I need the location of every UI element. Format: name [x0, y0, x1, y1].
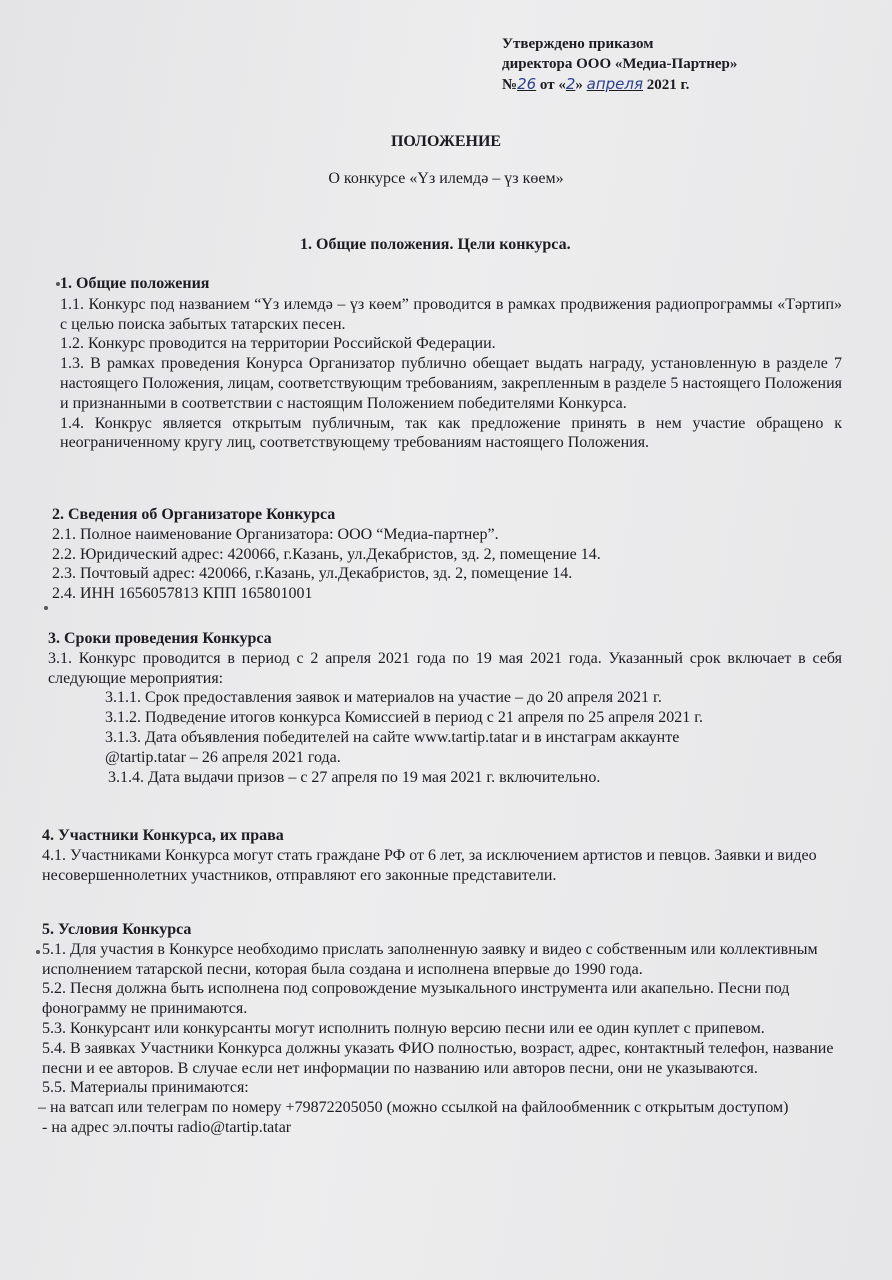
document-title: ПОЛОЖЕНИЕ	[390, 133, 502, 150]
section-2	[52, 505, 842, 604]
clause-5-2: 5.2. Песня должна быть исполнена под сопровождение музыкального инструмента или акапельно. Песни под фонограмму не принимаются.	[42, 980, 790, 1018]
clause-5-3: 5.3. Конкурсант или конкурсанты могут исполнить полную версию песни или ее один куплет с припевом.	[42, 1019, 765, 1037]
approval-block	[502, 34, 882, 95]
clause-2-2: 2.2. Юридический адрес: 420066, г.Казань, ул.Декабристов, зд. 2, помещение 14.	[52, 545, 601, 563]
clause-3-1-2: 3.1.2. Подведение итогов конкурса Комиссией в период с 21 апреля по 25 апреля 2021 г.	[105, 709, 703, 727]
approval-line-1: Утверждено приказом	[502, 36, 654, 52]
section-3	[48, 629, 842, 787]
section-4	[42, 826, 852, 885]
clause-2-1: 2.1. Полное наименование Организатора: ООО “Медиа-партнер”.	[52, 525, 499, 543]
date-close-quote: »	[575, 77, 583, 93]
clause-3-1-4: 3.1.4. Дата выдачи призов – с 27 апреля по 19 мая 2021 г. включительно.	[108, 768, 601, 786]
order-number-handwritten: 26	[517, 75, 537, 93]
clause-1-4: 1.4. Конкрус является открытым публичным, так как предложение принять в нем участие обращено к неограниченному кругу лиц, соответствующему требованиям настоящего Положения.	[60, 414, 842, 452]
scan-dot	[44, 606, 48, 610]
clause-3-1-3-cont: @tartip.tatar – 26 апреля 2021 года.	[105, 748, 341, 766]
clause-4-1: 4.1. Участниками Конкурса могут стать граждане РФ от 6 лет, за исключением артистов и певцов. Заявки и видео несовершеннолетних участников, отправляют его законные представители.	[42, 846, 817, 884]
month-handwritten: апреля	[586, 75, 644, 93]
clause-5-1: 5.1. Для участия в Конкурсе необходимо прислать заполненную заявку и видео с собственным или коллективным исполнением татарской песни, которая была создана и исполнена впервые до 1990 года.	[42, 940, 818, 978]
scan-dot	[36, 950, 40, 954]
date-from-label: от «	[539, 77, 566, 93]
approval-line-3	[502, 74, 882, 95]
clause-2-4: 2.4. ИНН 1656057813 КПП 165801001	[52, 585, 313, 603]
main-section-heading: 1. Общие положения. Цели конкурса.	[300, 236, 571, 253]
clause-3-1-3: 3.1.3. Дата объявления победителей на сайте www.tartip.tatar и в инстаграм аккаунте	[105, 728, 680, 746]
clause-3-1-sublist	[48, 688, 842, 787]
day-handwritten: 2	[565, 75, 576, 93]
clause-2-3: 2.3. Почтовый адрес: 420066, г.Казань, ул.Декабристов, зд. 2, помещение 14.	[52, 565, 573, 583]
clause-5-5-item-1: – на ватсап или телеграм по номеру +79872205050 (можно ссылкой на файлообменник с открытым доступом)	[38, 1099, 789, 1117]
date-year: 2021 г.	[646, 77, 690, 93]
clause-3-1: 3.1. Конкурс проводится в период с 2 апреля 2021 года по 19 мая 2021 года. Указанный срок включает в себя следующие мероприятия:	[48, 649, 842, 687]
clause-1-1: 1.1. Конкурс под названием “Үз илемдә – үз көем” проводится в рамках продвижения радиопрограммы «Тәртип» с целью поиска забытых татарских песен.	[60, 295, 842, 333]
section-2-heading: 2. Сведения об Организаторе Конкурса	[52, 506, 336, 523]
section-4-heading: 4. Участники Конкурса, их права	[42, 827, 284, 844]
approval-line-2: директора ООО «Медиа-Партнер»	[502, 56, 738, 72]
section-1-heading: 1. Общие положения	[60, 275, 210, 292]
clause-1-3: 1.3. В рамках проведения Конурса Организатор публично обещает выдать награду, установленную в разделе 7 настоящего Положения, лицам, соответствующим требованиям, закрепленным в разделе 5 настоящего Положения и признанными в соответствии с настоящим Положением победителями Конкурса.	[60, 355, 842, 412]
section-3-heading: 3. Сроки проведения Конкурса	[48, 630, 272, 647]
clause-5-4: 5.4. В заявках Участники Конкурса должны указать ФИО полностью, возраст, адрес, контактный телефон, название песни и ее авторов. В случае если нет информации по названию или авторов песни, они не указываются.	[42, 1039, 834, 1077]
clause-5-5-item-2: - на адрес эл.почты radio@tartip.tatar	[42, 1118, 292, 1136]
section-1	[60, 274, 842, 453]
number-sign: №	[502, 77, 518, 93]
section-5	[38, 920, 854, 1138]
clause-3-1-1: 3.1.1. Срок предоставления заявок и материалов на участие – до 20 апреля 2021 г.	[105, 689, 662, 707]
clause-5-5: 5.5. Материалы принимаются:	[42, 1079, 249, 1097]
clause-1-2: 1.2. Конкурс проводится на территории Российской Федерации.	[60, 335, 496, 353]
document-subtitle: О конкурсе «Үз илемдә – үз көем»	[328, 170, 564, 187]
section-5-heading: 5. Условия Конкурса	[42, 921, 192, 938]
